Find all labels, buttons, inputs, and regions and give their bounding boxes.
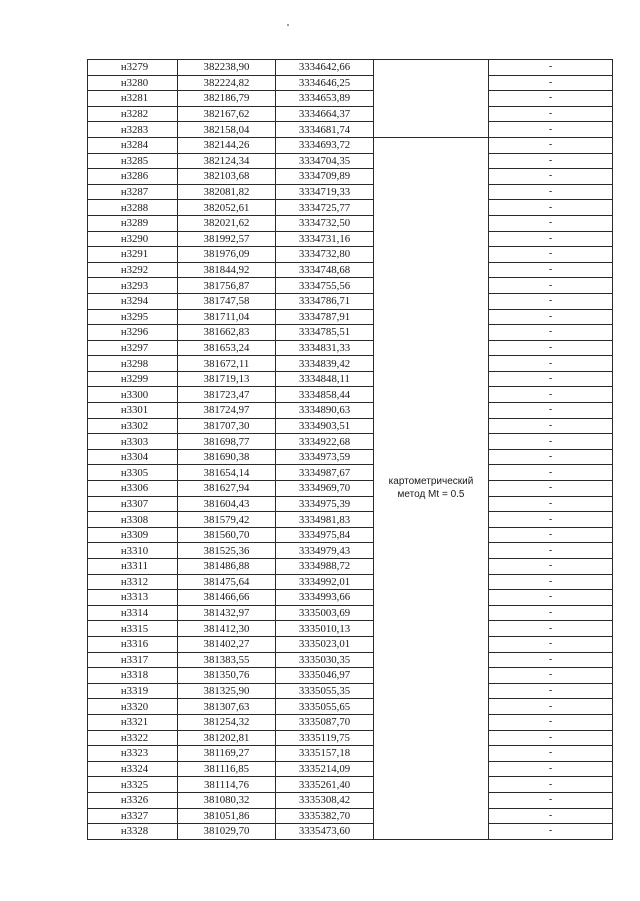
- point-id-cell: н3295: [88, 309, 178, 325]
- y-coordinate-cell: 3334646,25: [276, 75, 374, 91]
- point-id-cell: н3288: [88, 200, 178, 216]
- x-coordinate-cell: 382103,68: [178, 169, 276, 185]
- x-coordinate-cell: 381412,30: [178, 621, 276, 637]
- point-id-cell: н3317: [88, 652, 178, 668]
- x-coordinate-cell: 381579,42: [178, 512, 276, 528]
- precision-cell: -: [489, 169, 613, 185]
- y-coordinate-cell: 3334988,72: [276, 559, 374, 575]
- precision-cell: -: [489, 449, 613, 465]
- x-coordinate-cell: 381698,77: [178, 434, 276, 450]
- x-coordinate-cell: 381992,57: [178, 231, 276, 247]
- y-coordinate-cell: 3335003,69: [276, 605, 374, 621]
- precision-cell: -: [489, 652, 613, 668]
- precision-cell: -: [489, 605, 613, 621]
- y-coordinate-cell: 3335119,75: [276, 730, 374, 746]
- point-id-cell: н3280: [88, 75, 178, 91]
- x-coordinate-cell: 381711,04: [178, 309, 276, 325]
- point-id-cell: н3303: [88, 434, 178, 450]
- point-id-cell: н3294: [88, 293, 178, 309]
- x-coordinate-cell: 381672,11: [178, 356, 276, 372]
- x-coordinate-cell: 381707,30: [178, 418, 276, 434]
- point-id-cell: н3289: [88, 215, 178, 231]
- y-coordinate-cell: 3334732,50: [276, 215, 374, 231]
- method-accuracy: метод Mt = 0.5: [397, 489, 465, 501]
- x-coordinate-cell: 381114,76: [178, 777, 276, 793]
- y-coordinate-cell: 3335308,42: [276, 792, 374, 808]
- y-coordinate-cell: 3334981,83: [276, 512, 374, 528]
- x-coordinate-cell: 381723,47: [178, 387, 276, 403]
- scan-speck: [287, 24, 289, 26]
- x-coordinate-cell: 381202,81: [178, 730, 276, 746]
- x-coordinate-cell: 381604,43: [178, 496, 276, 512]
- precision-cell: -: [489, 60, 613, 76]
- point-id-cell: н3313: [88, 590, 178, 606]
- x-coordinate-cell: 381653,24: [178, 340, 276, 356]
- x-coordinate-cell: 381475,64: [178, 574, 276, 590]
- precision-cell: -: [489, 590, 613, 606]
- y-coordinate-cell: 3334858,44: [276, 387, 374, 403]
- coordinates-table-body: [88, 60, 613, 840]
- table-row: [88, 543, 613, 559]
- y-coordinate-cell: 3335023,01: [276, 636, 374, 652]
- point-id-cell: н3325: [88, 777, 178, 793]
- point-id-cell: н3298: [88, 356, 178, 372]
- x-coordinate-cell: 381350,76: [178, 668, 276, 684]
- point-id-cell: н3305: [88, 465, 178, 481]
- y-coordinate-cell: 3334719,33: [276, 184, 374, 200]
- point-id-cell: н3306: [88, 481, 178, 497]
- x-coordinate-cell: 381383,55: [178, 652, 276, 668]
- table-row: [88, 699, 613, 715]
- table-row: [88, 247, 613, 263]
- y-coordinate-cell: 3334890,63: [276, 403, 374, 419]
- x-coordinate-cell: 381325,90: [178, 683, 276, 699]
- precision-cell: -: [489, 106, 613, 122]
- table-row: [88, 75, 613, 91]
- precision-cell: -: [489, 153, 613, 169]
- precision-cell: -: [489, 75, 613, 91]
- y-coordinate-cell: 3334748,68: [276, 262, 374, 278]
- precision-cell: -: [489, 418, 613, 434]
- point-id-cell: н3307: [88, 496, 178, 512]
- point-id-cell: н3323: [88, 746, 178, 762]
- y-coordinate-cell: 3334704,35: [276, 153, 374, 169]
- precision-cell: -: [489, 293, 613, 309]
- x-coordinate-cell: 381654,14: [178, 465, 276, 481]
- y-coordinate-cell: 3335046,97: [276, 668, 374, 684]
- y-coordinate-cell: 3335473,60: [276, 824, 374, 840]
- precision-cell: -: [489, 824, 613, 840]
- precision-cell: -: [489, 137, 613, 153]
- table-row: [88, 449, 613, 465]
- table-row: [88, 184, 613, 200]
- table-row: [88, 824, 613, 840]
- x-coordinate-cell: 382158,04: [178, 122, 276, 138]
- table-row: [88, 714, 613, 730]
- point-id-cell: н3304: [88, 449, 178, 465]
- point-id-cell: н3287: [88, 184, 178, 200]
- precision-cell: -: [489, 621, 613, 637]
- table-row: [88, 340, 613, 356]
- precision-cell: -: [489, 309, 613, 325]
- y-coordinate-cell: 3334975,84: [276, 527, 374, 543]
- table-row: [88, 605, 613, 621]
- x-coordinate-cell: 381976,09: [178, 247, 276, 263]
- point-id-cell: н3310: [88, 543, 178, 559]
- table-row: [88, 169, 613, 185]
- table-row: [88, 512, 613, 528]
- point-id-cell: н3308: [88, 512, 178, 528]
- table-row: [88, 730, 613, 746]
- y-coordinate-cell: 3335214,09: [276, 761, 374, 777]
- x-coordinate-cell: 381402,27: [178, 636, 276, 652]
- y-coordinate-cell: 3335055,35: [276, 683, 374, 699]
- point-id-cell: н3296: [88, 325, 178, 341]
- precision-cell: -: [489, 434, 613, 450]
- precision-cell: -: [489, 91, 613, 107]
- point-id-cell: н3312: [88, 574, 178, 590]
- coordinates-table: [87, 59, 613, 840]
- table-row: [88, 91, 613, 107]
- x-coordinate-cell: 381719,13: [178, 371, 276, 387]
- table-row: [88, 527, 613, 543]
- table-row: [88, 153, 613, 169]
- x-coordinate-cell: 382052,61: [178, 200, 276, 216]
- y-coordinate-cell: 3334785,51: [276, 325, 374, 341]
- precision-cell: -: [489, 122, 613, 138]
- table-row: [88, 636, 613, 652]
- x-coordinate-cell: 381690,38: [178, 449, 276, 465]
- point-id-cell: н3300: [88, 387, 178, 403]
- point-id-cell: н3301: [88, 403, 178, 419]
- precision-cell: -: [489, 792, 613, 808]
- x-coordinate-cell: 381051,86: [178, 808, 276, 824]
- precision-cell: -: [489, 714, 613, 730]
- y-coordinate-cell: 3334732,80: [276, 247, 374, 263]
- point-id-cell: н3282: [88, 106, 178, 122]
- point-id-cell: н3291: [88, 247, 178, 263]
- point-id-cell: н3284: [88, 137, 178, 153]
- y-coordinate-cell: 3335010,13: [276, 621, 374, 637]
- table-row: [88, 652, 613, 668]
- x-coordinate-cell: 381432,97: [178, 605, 276, 621]
- y-coordinate-cell: 3334653,89: [276, 91, 374, 107]
- table-row: [88, 262, 613, 278]
- precision-cell: -: [489, 527, 613, 543]
- y-coordinate-cell: 3334922,68: [276, 434, 374, 450]
- precision-cell: -: [489, 356, 613, 372]
- precision-cell: -: [489, 340, 613, 356]
- table-row: [88, 122, 613, 138]
- table-row: [88, 574, 613, 590]
- precision-cell: -: [489, 325, 613, 341]
- table-row: [88, 356, 613, 372]
- x-coordinate-cell: 382224,82: [178, 75, 276, 91]
- y-coordinate-cell: 3334642,66: [276, 60, 374, 76]
- precision-cell: -: [489, 574, 613, 590]
- table-row: [88, 496, 613, 512]
- precision-cell: -: [489, 496, 613, 512]
- precision-cell: -: [489, 200, 613, 216]
- precision-cell: -: [489, 481, 613, 497]
- y-coordinate-cell: 3334839,42: [276, 356, 374, 372]
- y-coordinate-cell: 3334831,33: [276, 340, 374, 356]
- table-row: [88, 683, 613, 699]
- precision-cell: -: [489, 730, 613, 746]
- table-row: [88, 621, 613, 637]
- table-row: [88, 746, 613, 762]
- table-row: [88, 293, 613, 309]
- y-coordinate-cell: 3335261,40: [276, 777, 374, 793]
- precision-cell: -: [489, 247, 613, 263]
- point-id-cell: н3319: [88, 683, 178, 699]
- point-id-cell: н3328: [88, 824, 178, 840]
- y-coordinate-cell: 3334787,91: [276, 309, 374, 325]
- table-row: [88, 434, 613, 450]
- x-coordinate-cell: 381080,32: [178, 792, 276, 808]
- x-coordinate-cell: 382021,62: [178, 215, 276, 231]
- y-coordinate-cell: 3334725,77: [276, 200, 374, 216]
- table-row: [88, 137, 613, 153]
- x-coordinate-cell: 381724,97: [178, 403, 276, 419]
- precision-cell: -: [489, 699, 613, 715]
- table-row: [88, 559, 613, 575]
- point-id-cell: н3286: [88, 169, 178, 185]
- point-id-cell: н3297: [88, 340, 178, 356]
- x-coordinate-cell: 381844,92: [178, 262, 276, 278]
- y-coordinate-cell: 3334993,66: [276, 590, 374, 606]
- y-coordinate-cell: 3334973,59: [276, 449, 374, 465]
- y-coordinate-cell: 3335382,70: [276, 808, 374, 824]
- point-id-cell: н3315: [88, 621, 178, 637]
- y-coordinate-cell: 3334681,74: [276, 122, 374, 138]
- x-coordinate-cell: 381486,88: [178, 559, 276, 575]
- method-cell-empty: [374, 60, 489, 138]
- precision-cell: -: [489, 512, 613, 528]
- y-coordinate-cell: 3334903,51: [276, 418, 374, 434]
- x-coordinate-cell: 381116,85: [178, 761, 276, 777]
- table-row: [88, 106, 613, 122]
- x-coordinate-cell: 381525,36: [178, 543, 276, 559]
- point-id-cell: н3290: [88, 231, 178, 247]
- table-row: [88, 387, 613, 403]
- y-coordinate-cell: 3334693,72: [276, 137, 374, 153]
- precision-cell: -: [489, 777, 613, 793]
- table-row: [88, 761, 613, 777]
- y-coordinate-cell: 3334992,01: [276, 574, 374, 590]
- precision-cell: -: [489, 668, 613, 684]
- x-coordinate-cell: 381307,63: [178, 699, 276, 715]
- x-coordinate-cell: 381254,32: [178, 714, 276, 730]
- x-coordinate-cell: 381627,94: [178, 481, 276, 497]
- y-coordinate-cell: 3334786,71: [276, 293, 374, 309]
- x-coordinate-cell: 381169,27: [178, 746, 276, 762]
- precision-cell: -: [489, 184, 613, 200]
- precision-cell: -: [489, 215, 613, 231]
- y-coordinate-cell: 3334975,39: [276, 496, 374, 512]
- y-coordinate-cell: 3334731,16: [276, 231, 374, 247]
- y-coordinate-cell: 3334979,43: [276, 543, 374, 559]
- precision-cell: -: [489, 403, 613, 419]
- precision-cell: -: [489, 746, 613, 762]
- point-id-cell: н3293: [88, 278, 178, 294]
- table-row: [88, 215, 613, 231]
- table-row: [88, 777, 613, 793]
- point-id-cell: н3285: [88, 153, 178, 169]
- precision-cell: -: [489, 761, 613, 777]
- point-id-cell: н3309: [88, 527, 178, 543]
- table-row: [88, 371, 613, 387]
- table-row: [88, 792, 613, 808]
- precision-cell: -: [489, 278, 613, 294]
- y-coordinate-cell: 3335030,35: [276, 652, 374, 668]
- x-coordinate-cell: 382124,34: [178, 153, 276, 169]
- point-id-cell: н3321: [88, 714, 178, 730]
- table-row: [88, 231, 613, 247]
- y-coordinate-cell: 3335087,70: [276, 714, 374, 730]
- point-id-cell: н3324: [88, 761, 178, 777]
- precision-cell: -: [489, 262, 613, 278]
- point-id-cell: н3314: [88, 605, 178, 621]
- table-row: [88, 403, 613, 419]
- precision-cell: -: [489, 543, 613, 559]
- y-coordinate-cell: 3334969,70: [276, 481, 374, 497]
- precision-cell: -: [489, 559, 613, 575]
- point-id-cell: н3322: [88, 730, 178, 746]
- point-id-cell: н3318: [88, 668, 178, 684]
- precision-cell: -: [489, 808, 613, 824]
- method-cell: [374, 137, 489, 839]
- table-row: [88, 278, 613, 294]
- table-row: [88, 590, 613, 606]
- table-row: [88, 200, 613, 216]
- method-name: картометрический: [388, 476, 474, 488]
- point-id-cell: н3283: [88, 122, 178, 138]
- point-id-cell: н3279: [88, 60, 178, 76]
- point-id-cell: н3311: [88, 559, 178, 575]
- x-coordinate-cell: 381747,58: [178, 293, 276, 309]
- x-coordinate-cell: 381029,70: [178, 824, 276, 840]
- y-coordinate-cell: 3335055,65: [276, 699, 374, 715]
- x-coordinate-cell: 381560,70: [178, 527, 276, 543]
- point-id-cell: н3299: [88, 371, 178, 387]
- point-id-cell: н3320: [88, 699, 178, 715]
- x-coordinate-cell: 382081,82: [178, 184, 276, 200]
- point-id-cell: н3316: [88, 636, 178, 652]
- y-coordinate-cell: 3334987,67: [276, 465, 374, 481]
- y-coordinate-cell: 3334755,56: [276, 278, 374, 294]
- y-coordinate-cell: 3334848,11: [276, 371, 374, 387]
- table-row: [88, 60, 613, 76]
- x-coordinate-cell: 382186,79: [178, 91, 276, 107]
- table-row: [88, 465, 613, 481]
- table-row: [88, 418, 613, 434]
- x-coordinate-cell: 381662,83: [178, 325, 276, 341]
- x-coordinate-cell: 381466,66: [178, 590, 276, 606]
- precision-cell: -: [489, 231, 613, 247]
- table-row: [88, 309, 613, 325]
- point-id-cell: н3292: [88, 262, 178, 278]
- y-coordinate-cell: 3334664,37: [276, 106, 374, 122]
- precision-cell: -: [489, 636, 613, 652]
- y-coordinate-cell: 3334709,89: [276, 169, 374, 185]
- x-coordinate-cell: 382167,62: [178, 106, 276, 122]
- precision-cell: -: [489, 387, 613, 403]
- table-row: [88, 668, 613, 684]
- table-row: [88, 325, 613, 341]
- precision-cell: -: [489, 465, 613, 481]
- point-id-cell: н3327: [88, 808, 178, 824]
- point-id-cell: н3281: [88, 91, 178, 107]
- x-coordinate-cell: 382238,90: [178, 60, 276, 76]
- x-coordinate-cell: 381756,87: [178, 278, 276, 294]
- precision-cell: -: [489, 683, 613, 699]
- y-coordinate-cell: 3335157,18: [276, 746, 374, 762]
- table-row: [88, 808, 613, 824]
- table-row: [88, 481, 613, 497]
- point-id-cell: н3302: [88, 418, 178, 434]
- precision-cell: -: [489, 371, 613, 387]
- x-coordinate-cell: 382144,26: [178, 137, 276, 153]
- point-id-cell: н3326: [88, 792, 178, 808]
